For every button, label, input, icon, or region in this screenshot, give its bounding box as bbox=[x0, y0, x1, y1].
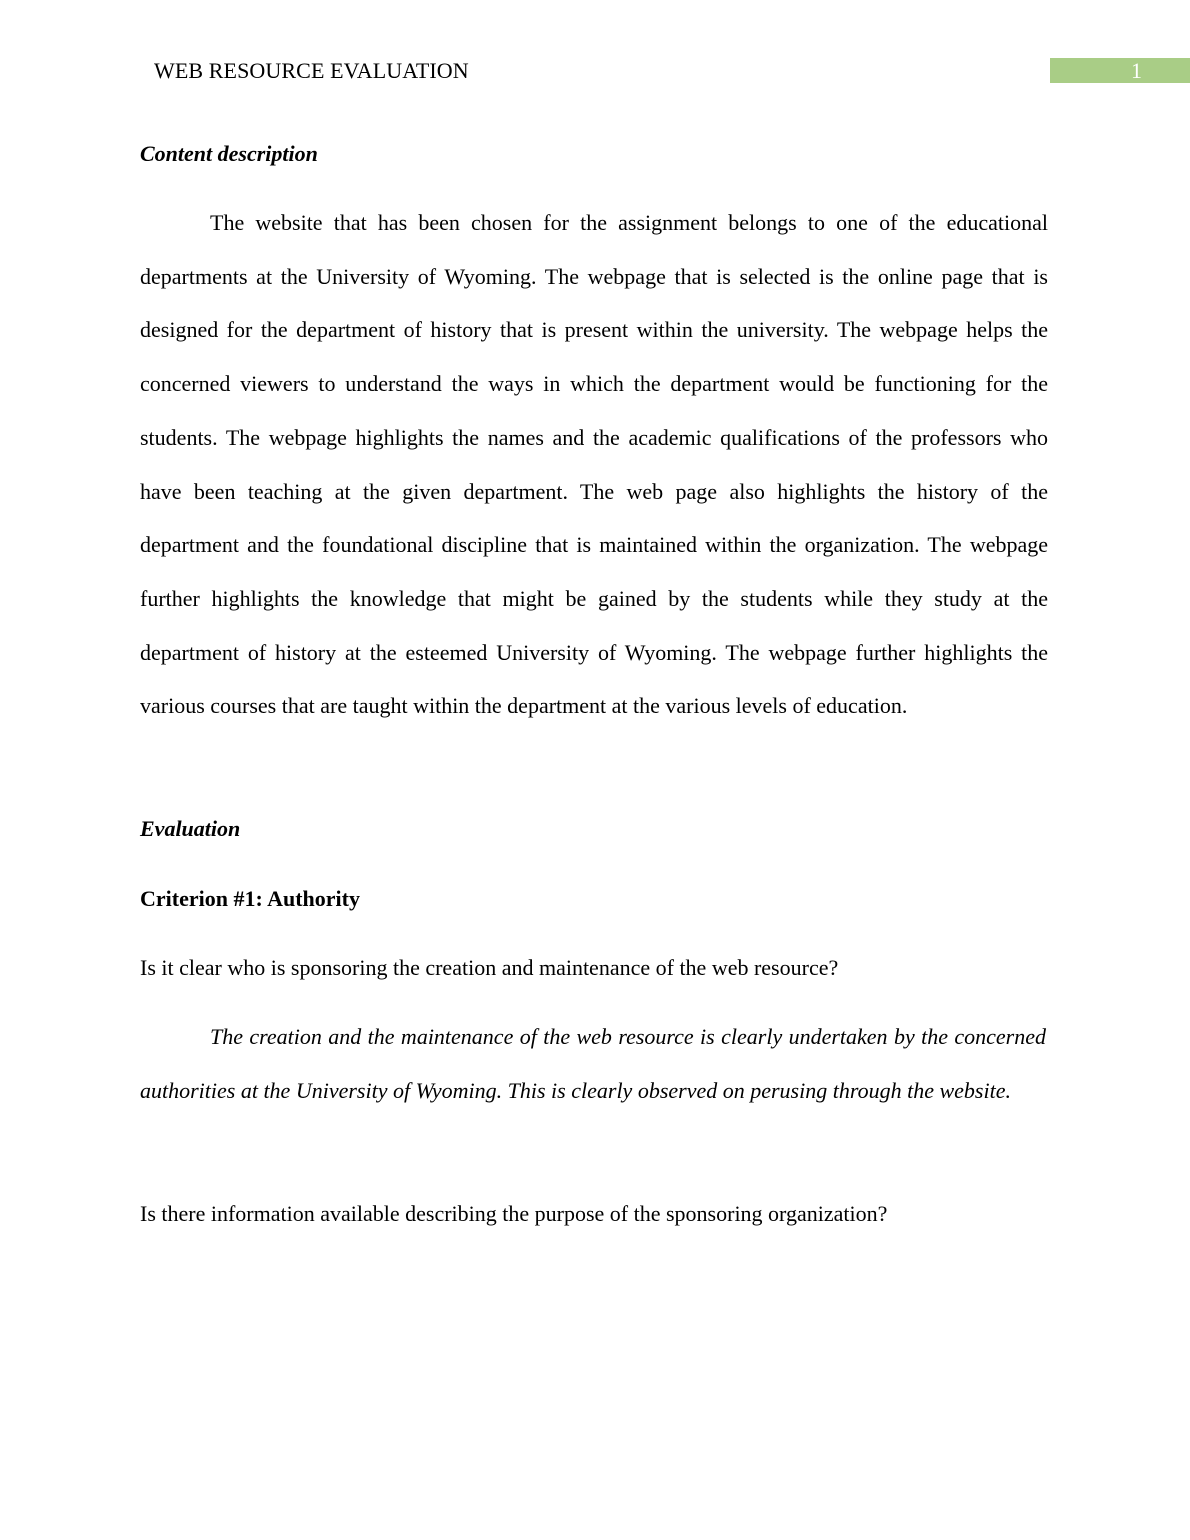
question-purpose: Is there information available describing the purpose of the sponsoring organization? bbox=[140, 1201, 888, 1226]
section-heading-content-description: Content description bbox=[140, 141, 318, 166]
section-heading-evaluation: Evaluation bbox=[140, 816, 241, 841]
running-head: WEB RESOURCE EVALUATION bbox=[154, 58, 469, 83]
content-description-paragraph: The website that has been chosen for the assignment belongs to one of the educational departments at the University of Wyoming. The webpage that is selected is the online page that is designed for the department of history that is present within the university. The webpage helps the concerned viewers to understand the ways in which the department would be functioning for the students. The webpage highlights the names and the academic qualifications of the professors who have been teaching at the given department. The web page also highlights the history of the department and the foundational discipline that is maintained within the organization. The webpage further highlights the knowledge that might be gained by the students while they study at the department of history at the esteemed University of Wyoming. The webpage further highlights the various courses that are taught within the department at the various levels of education. bbox=[140, 210, 1048, 719]
page-number: 1 bbox=[1131, 58, 1142, 83]
question-sponsor: Is it clear who is sponsoring the creation and maintenance of the web resource? bbox=[140, 955, 839, 980]
criterion-heading: Criterion #1: Authority bbox=[140, 886, 360, 911]
answer-sponsor: The creation and the maintenance of the web resource is clearly undertaken by the concerned authorities at the University of Wyoming. This is clearly observed on perusing through the website. bbox=[140, 1024, 1046, 1103]
page-number-box bbox=[1050, 58, 1190, 83]
